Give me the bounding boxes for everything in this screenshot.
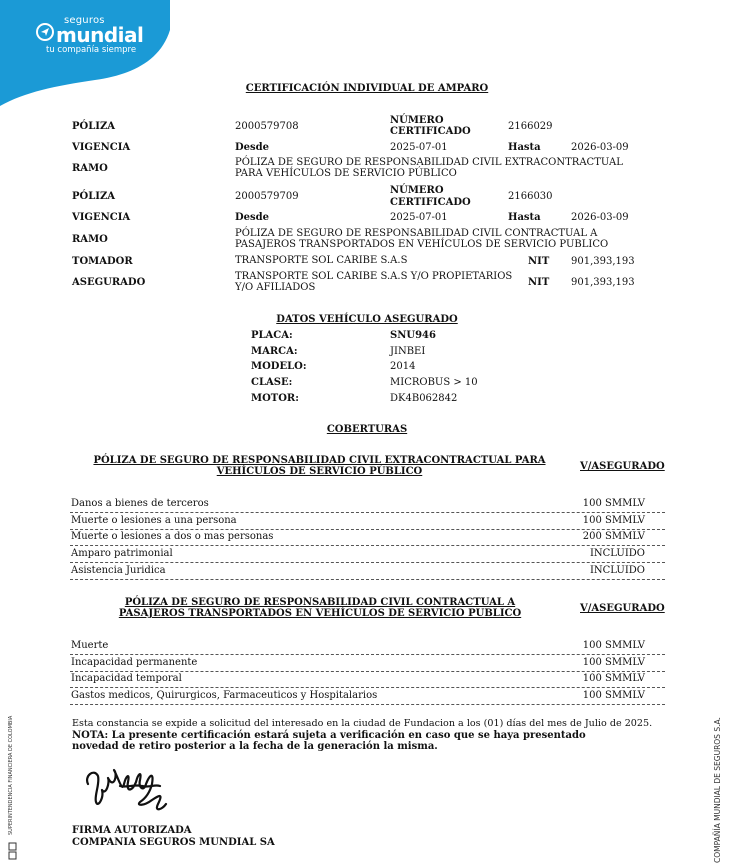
side-left-legend [8, 715, 20, 860]
superintendencia-text: SUPERINTENDENCIA FINANCIERA DE COLOMBIA [8, 715, 14, 835]
cov-section2-value-header: V/ASEGURADO [580, 603, 665, 614]
vehicle-modelo-label: MODELO: [251, 361, 307, 372]
vehicle-placa-value: SNU946 [390, 330, 436, 341]
tomador-nit-value: 901,393,193 [571, 256, 635, 267]
company-vertical-text: COMPAÑÍA MUNDIAL DE SEGUROS S.A. [713, 717, 722, 863]
cov-section1-title: PÓLIZA DE SEGURO DE RESPONSABILIDAD CIVIL EXTRACONTRACTUAL PARA VEHÍCULOS DE SERVICIO PÚBLICO [93, 455, 546, 477]
vehicle-motor-label: MOTOR: [251, 393, 299, 404]
table-row [70, 688, 665, 705]
logo-brand-top: seguros [64, 15, 105, 26]
cov-section2-title: PÓLIZA DE SEGURO DE RESPONSABILIDAD CIVIL CONTRACTUAL A PASAJEROS TRANSPORTADOS EN VEHÍCULOS DE SERVICIO PUBLICO [118, 597, 522, 619]
coverage-value: INCLUIDO [589, 565, 645, 576]
numero-value-2: 2166030 [508, 191, 553, 202]
ramo-value-2: PÓLIZA DE SEGURO DE RESPONSABILIDAD CIVIL CONTRACTUAL A PASAJEROS TRANSPORTADOS EN VEHÍCULOS DE SERVICIO PUBLICO [235, 228, 609, 250]
numero-label-2b: CERTIFICADO [390, 197, 471, 208]
desde-value-2: 2025-07-01 [390, 212, 448, 223]
vigencia-label-1: VIGENCIA [72, 142, 131, 153]
coverage-name: Incapacidad permanente [71, 657, 198, 668]
vehicle-clase-label: CLASE: [251, 377, 293, 388]
hasta-value-1: 2026-03-09 [571, 142, 629, 153]
coverage-name: Amparo patrimonial [71, 548, 173, 559]
table-row [70, 563, 665, 580]
hasta-label-1: Hasta [508, 142, 541, 153]
poliza-value-2: 2000579709 [235, 191, 299, 202]
ramo-label-2: RAMO [72, 234, 108, 245]
vigilado-mark-icon [8, 842, 18, 860]
coverage-value: 100 SMMLV [582, 640, 645, 651]
poliza-label-2: PÓLIZA [72, 191, 115, 202]
logo-brand-main: mundial [56, 23, 144, 47]
tomador-label: TOMADOR [72, 256, 133, 267]
asegurado-value: TRANSPORTE SOL CARIBE S.A.S Y/O PROPIETARIOS Y/O AFILIADOS [235, 271, 513, 293]
poliza-value-1: 2000579708 [235, 121, 299, 132]
tomador-nit-label: NIT [528, 256, 550, 267]
table-row [70, 496, 665, 513]
desde-label-2: Desde [235, 212, 270, 223]
company-name: COMPANIA SEGUROS MUNDIAL SA [72, 837, 275, 848]
table-row [70, 638, 665, 655]
desde-label-1: Desde [235, 142, 270, 153]
coverage-name: Asistencia Juridica [71, 565, 166, 576]
coverage-value: 100 SMMLV [582, 498, 645, 509]
vehicle-modelo-value: 2014 [390, 361, 416, 372]
numero-label-1a: NÚMERO [390, 115, 444, 126]
desde-value-1: 2025-07-01 [390, 142, 448, 153]
coverage-value: 100 SMMLV [582, 690, 645, 701]
table-row [70, 655, 665, 672]
cov-section1-value-header: V/ASEGURADO [580, 461, 665, 472]
coverage-name: Danos a bienes de terceros [71, 498, 209, 509]
coverage-name: Gastos medicos, Quirurgicos, Farmaceuticos y Hospitalarios [71, 690, 378, 701]
coverage-value: INCLUIDO [589, 548, 645, 559]
table-row [70, 513, 665, 530]
numero-label-2a: NÚMERO [390, 185, 444, 196]
vehicle-marca-label: MARCA: [251, 346, 298, 357]
hasta-label-2: Hasta [508, 212, 541, 223]
numero-label-1b: CERTIFICADO [390, 126, 471, 137]
vehicle-marca-value: JINBEI [390, 346, 426, 357]
document-title: CERTIFICACIÓN INDIVIDUAL DE AMPARO [245, 83, 489, 94]
hasta-value-2: 2026-03-09 [571, 212, 629, 223]
asegurado-nit-label: NIT [528, 277, 550, 288]
coverage-name: Muerte [71, 640, 109, 651]
coverage-value: 100 SMMLV [582, 657, 645, 668]
ramo-label-1: RAMO [72, 163, 108, 174]
nota-text: NOTA: La presente certificación estará sujeta a verificación en caso que se haya presentado novedad de retiro posterior a la fecha de la generación la misma. [72, 730, 586, 752]
tomador-value: TRANSPORTE SOL CARIBE S.A.S [235, 255, 408, 266]
side-right-legend [712, 717, 726, 865]
vehicle-placa-label: PLACA: [251, 330, 293, 341]
signature-image [80, 762, 180, 822]
coberturas-title: COBERTURAS [326, 424, 408, 435]
vehicle-motor-value: DK4B062842 [390, 393, 458, 404]
poliza-label-1: PÓLIZA [72, 121, 115, 132]
coverage-value: 100 SMMLV [582, 673, 645, 684]
numero-value-1: 2166029 [508, 121, 553, 132]
coverage-value: 100 SMMLV [582, 515, 645, 526]
coverage-value: 200 SMMLV [582, 531, 645, 542]
table-row [70, 529, 665, 546]
table-row [70, 546, 665, 563]
table-row [70, 671, 665, 688]
vehicle-section-title: DATOS VEHÍCULO ASEGURADO [276, 314, 458, 325]
firma-label: FIRMA AUTORIZADA [72, 825, 192, 836]
asegurado-label: ASEGURADO [72, 277, 146, 288]
coverage-name: Incapacidad temporal [71, 673, 182, 684]
logo-tagline: tu compañía siempre [46, 45, 137, 55]
vigencia-label-2: VIGENCIA [72, 212, 131, 223]
constancia-text: Esta constancia se expide a solicitud del interesado en la ciudad de Fundacion a los (01) días del mes de Julio de 2025. [72, 718, 653, 729]
asegurado-nit-value: 901,393,193 [571, 277, 635, 288]
coverage-name: Muerte o lesiones a dos o mas personas [71, 531, 274, 542]
logo-arrow-icon [36, 23, 54, 41]
vehicle-clase-value: MICROBUS > 10 [390, 377, 478, 388]
ramo-value-1: PÓLIZA DE SEGURO DE RESPONSABILIDAD CIVIL EXTRACONTRACTUAL PARA VEHÍCULOS DE SERVICIO PÚBLICO [235, 157, 623, 179]
coverage-name: Muerte o lesiones a una persona [71, 515, 237, 526]
